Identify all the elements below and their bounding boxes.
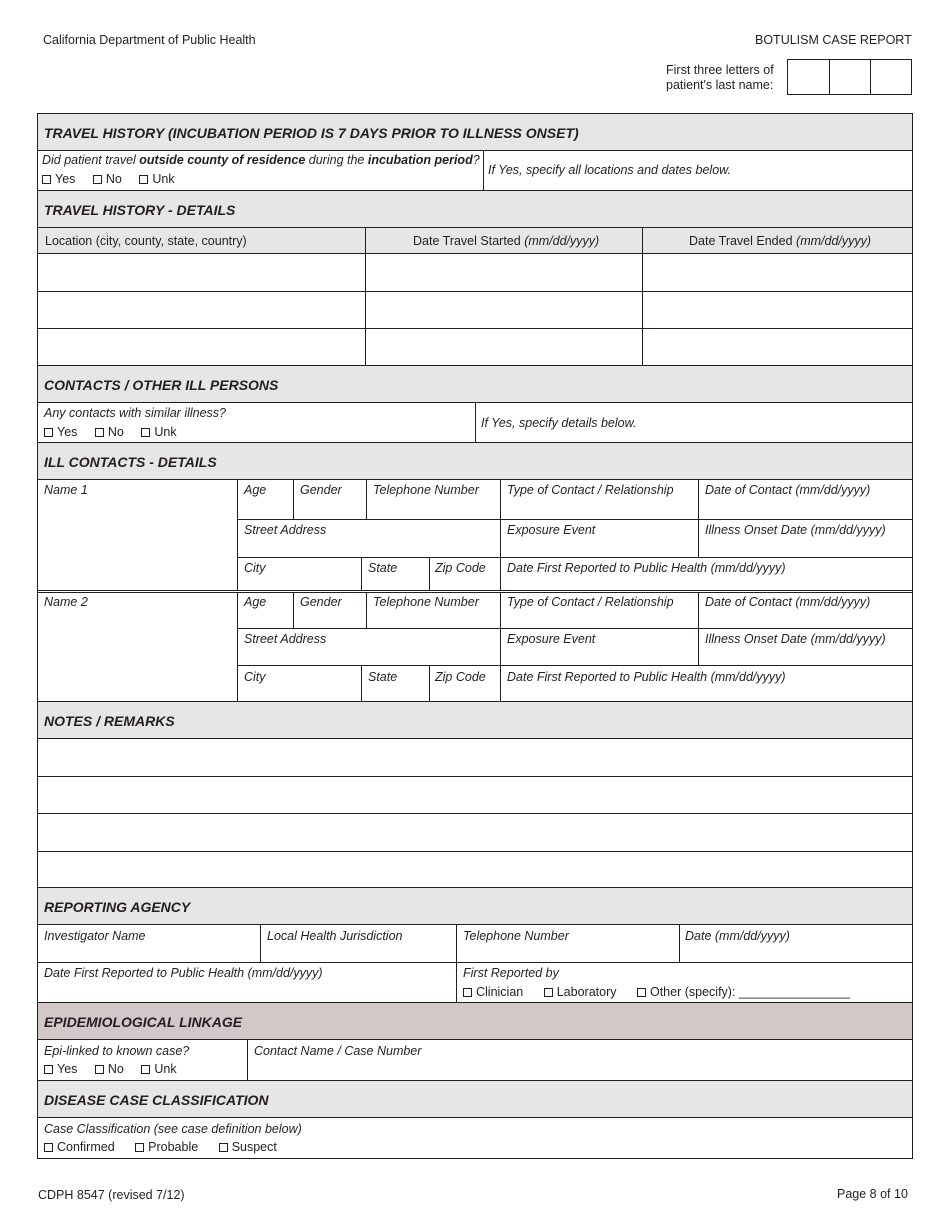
c2-street: Street Address [244,632,327,646]
ill-contacts-header [38,442,912,480]
opt-other[interactable]: Other (specify): ________________ [637,985,850,999]
classification-options [44,1140,277,1154]
c2-type: Type of Contact / Relationship [507,595,674,609]
investigator-name: Investigator Name [44,929,146,943]
epi-no[interactable]: No [95,1062,124,1076]
checkbox-icon [95,428,104,437]
c2-exposure: Exposure Event [507,632,596,646]
notes-area[interactable] [38,740,912,887]
travel-no[interactable]: No [93,172,122,186]
contacts-no[interactable]: No [95,425,124,439]
c2-state: State [368,670,398,684]
notes-title: NOTES / REMARKS [44,713,175,729]
c1-first-reported: Date First Reported to Public Health (mm/dd/yyyy) [507,561,786,575]
c2-gender: Gender [300,595,342,609]
reporting-title: REPORTING AGENCY [44,899,191,915]
checkbox-icon [637,988,646,997]
travel-yes[interactable]: Yes [42,172,75,186]
checkbox-icon [44,1065,53,1074]
ill-contacts-title: ILL CONTACTS - DETAILS [44,454,217,470]
opt-suspect[interactable]: Suspect [219,1140,277,1154]
first-reported-by: First Reported by [463,966,559,980]
travel-details-title: TRAVEL HISTORY - DETAILS [44,202,236,218]
c1-age: Age [244,483,267,497]
contacts-title: CONTACTS / OTHER ILL PERSONS [44,377,279,393]
c2-first-reported: Date First Reported to Public Health (mm/dd/yyyy) [507,670,786,684]
checkbox-icon [93,175,102,184]
travel-unk[interactable]: Unk [139,172,174,186]
c2-onset: Illness Onset Date (mm/dd/yyyy) [705,632,886,646]
reporting-first-reported-date: Date First Reported to Public Health (mm/dd/yyyy) [44,966,323,980]
epi-yes[interactable]: Yes [44,1062,77,1076]
checkbox-icon [141,428,150,437]
opt-laboratory[interactable]: Laboratory [544,985,617,999]
initials-boxes[interactable] [787,59,912,95]
contacts-yes[interactable]: Yes [44,425,77,439]
c1-telephone: Telephone Number [373,483,479,497]
c2-city: City [244,670,266,684]
first-reported-by-options [463,985,850,999]
c2-name: Name 2 [44,595,88,609]
c2-age: Age [244,595,267,609]
travel-details-header [38,190,912,228]
c1-state: State [368,561,398,575]
travel-options [42,172,189,186]
travel-if-yes: If Yes, specify all locations and dates below. [488,163,731,177]
c1-name: Name 1 [44,483,88,497]
checkbox-icon [42,175,51,184]
local-health-jurisdiction: Local Health Jurisdiction [267,929,403,943]
travel-row1-start[interactable] [366,255,642,291]
form-id: CDPH 8547 (revised 7/12) [38,1188,185,1202]
epi-question: Epi-linked to known case? [44,1044,190,1058]
checkbox-icon [95,1065,104,1074]
reporting-telephone: Telephone Number [463,929,569,943]
agency-name: California Department of Public Health [43,33,256,47]
reporting-date: Date (mm/dd/yyyy) [685,929,790,943]
initials-label-line1: First three letters of [666,63,774,77]
epi-title: EPIDEMIOLOGICAL LINKAGE [44,1014,243,1030]
travel-history-title: TRAVEL HISTORY (INCUBATION PERIOD IS 7 DAYS PRIOR TO ILLNESS ONSET) [44,125,579,141]
travel-row1-location[interactable] [38,255,365,291]
c1-onset: Illness Onset Date (mm/dd/yyyy) [705,523,886,537]
classification-question: Case Classification (see case definition below) [44,1122,302,1136]
classification-title: DISEASE CASE CLASSIFICATION [44,1092,269,1108]
checkbox-icon [544,988,553,997]
classification-header [38,1080,912,1118]
contacts-unk[interactable]: Unk [141,425,176,439]
c2-zip: Zip Code [435,670,486,684]
report-title: BOTULISM CASE REPORT [755,33,912,47]
epi-unk[interactable]: Unk [141,1062,176,1076]
checkbox-icon [44,428,53,437]
c1-street: Street Address [244,523,327,537]
epi-header [38,1002,912,1040]
col-date-started: Date Travel Started (mm/dd/yyyy) [413,234,600,248]
opt-confirmed[interactable]: Confirmed [44,1140,115,1154]
initials-label-line2: patient's last name: [666,78,774,92]
page-number: Page 8 of 10 [837,1187,908,1201]
checkbox-icon [463,988,472,997]
col-location: Location (city, county, state, country) [45,234,247,248]
checkbox-icon [139,175,148,184]
notes-header [38,701,912,739]
c1-city: City [244,561,266,575]
c2-date-contact: Date of Contact (mm/dd/yyyy) [705,595,871,609]
travel-row1-end[interactable] [643,255,912,291]
checkbox-icon [135,1143,144,1152]
contacts-options [44,425,191,439]
c1-gender: Gender [300,483,342,497]
travel-history-header [38,114,912,151]
c1-type: Type of Contact / Relationship [507,483,674,497]
c1-zip: Zip Code [435,561,486,575]
travel-question: Did patient travel outside county of residence during the incubation period? [42,153,480,167]
col-date-ended: Date Travel Ended (mm/dd/yyyy) [689,234,872,248]
checkbox-icon [219,1143,228,1152]
checkbox-icon [44,1143,53,1152]
checkbox-icon [141,1065,150,1074]
contacts-question: Any contacts with similar illness? [44,406,227,420]
reporting-header [38,887,912,925]
c1-date-contact: Date of Contact (mm/dd/yyyy) [705,483,871,497]
contacts-if-yes: If Yes, specify details below. [481,416,637,430]
c2-telephone: Telephone Number [373,595,479,609]
contacts-header [38,365,912,403]
c1-exposure: Exposure Event [507,523,596,537]
epi-options [44,1062,191,1076]
epi-contact-name: Contact Name / Case Number [254,1044,422,1058]
opt-clinician[interactable]: Clinician [463,985,523,999]
opt-probable[interactable]: Probable [135,1140,198,1154]
